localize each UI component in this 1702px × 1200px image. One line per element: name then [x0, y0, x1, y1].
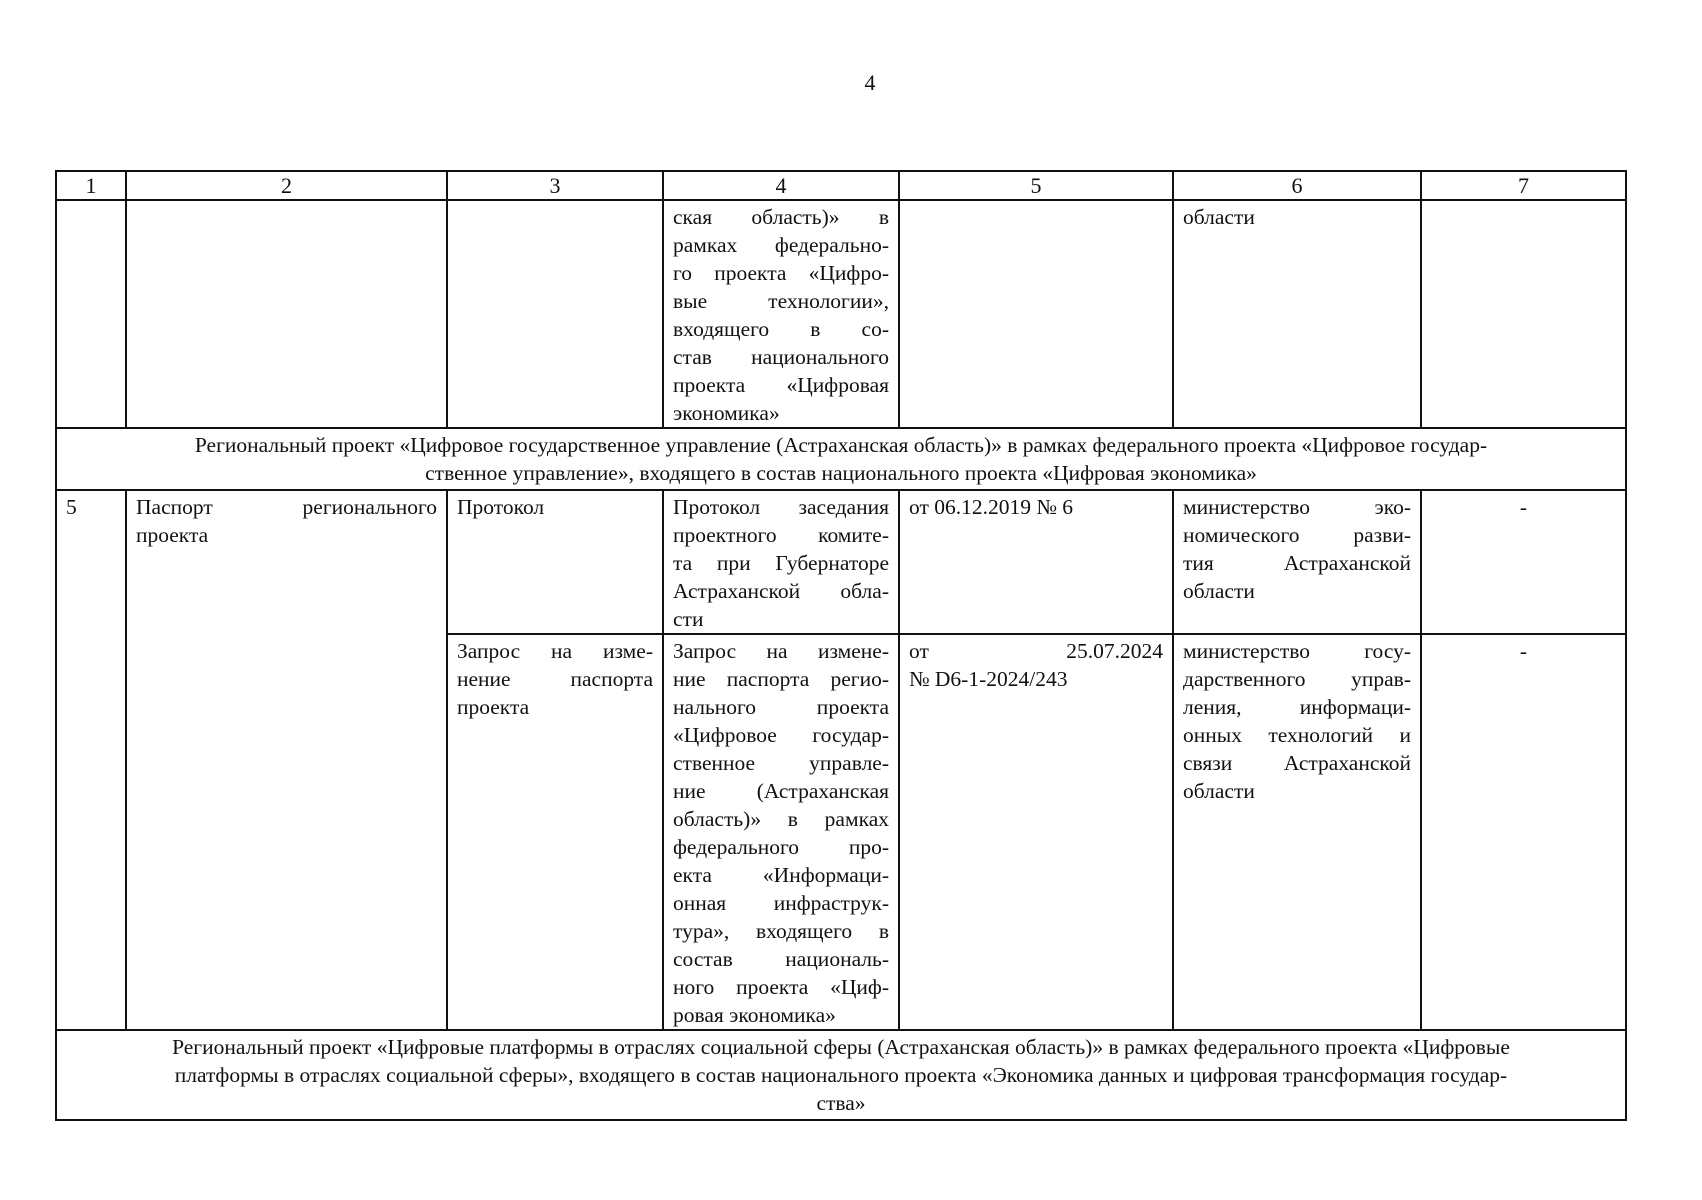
cell-line: связи Астраханской: [1183, 751, 1411, 775]
cell-line: Запрос на измене-: [673, 639, 889, 663]
cell-document-name: [126, 490, 447, 1030]
cell-line: нального проекта: [673, 695, 889, 719]
cell-note: -: [1421, 634, 1626, 1030]
table-row: [56, 490, 1626, 634]
cell-note: -: [1421, 490, 1626, 634]
header-cell: 4: [663, 171, 899, 200]
cell-document-title: [663, 490, 899, 634]
cell-line: федерального про-: [673, 835, 889, 859]
section-heading: [56, 428, 1626, 490]
cell-date-number: [899, 634, 1173, 1030]
cell-line: проекта: [136, 523, 209, 547]
cell-line: та при Губернаторе: [673, 551, 889, 575]
cell-line: ровая экономика»: [673, 1003, 836, 1027]
table-row: [56, 200, 1626, 428]
cell-line: области: [1183, 205, 1255, 229]
section-line: Региональный проект «Цифровые платформы в отраслях социальной сферы (Астраханская область)» в рамках федерального проекта «Цифровые: [172, 1035, 1510, 1059]
cell-line: Протокол: [457, 495, 545, 519]
cell-line: проекта «Цифровая: [673, 373, 889, 397]
section-heading: [56, 1030, 1626, 1120]
cell-line: министерство госу-: [1183, 639, 1411, 663]
section-row: [56, 428, 1626, 490]
header-cell: 6: [1173, 171, 1421, 200]
cell-line: области: [1183, 579, 1255, 603]
document-table: [55, 170, 1627, 1121]
header-cell: 7: [1421, 171, 1626, 200]
cell-line: ние паспорта регио-: [673, 667, 889, 691]
cell-line: екта «Информаци-: [673, 863, 889, 887]
cell-line: Паспорт регионального: [136, 495, 437, 519]
cell-document-type: [447, 634, 663, 1030]
cell-line: «Цифровое государ-: [673, 723, 889, 747]
cell: [1421, 200, 1626, 428]
cell-line: от 06.12.2019 № 6: [909, 495, 1074, 519]
section-line: платформы в отраслях социальной сферы», входящего в состав национального проекта «Экономика данных и цифровая трансформация государ-: [174, 1063, 1508, 1087]
cell: [899, 200, 1173, 428]
cell: [56, 200, 126, 428]
cell-line: области: [1183, 779, 1255, 803]
cell-line: го проекта «Цифро-: [673, 261, 889, 285]
cell-line: от 25.07.2024: [909, 639, 1163, 663]
cell-line: став национального: [673, 345, 889, 369]
cell-line: Протокол заседания: [673, 495, 889, 519]
cell-authority: [1173, 634, 1421, 1030]
cell-line: Запрос на изме-: [457, 639, 653, 663]
cell-line: ственное управле-: [673, 751, 889, 775]
cell-line: ления, информаци-: [1183, 695, 1411, 719]
cell-line: номического разви-: [1183, 523, 1411, 547]
cell-line: ного проекта «Циф-: [673, 975, 889, 999]
header-row: [56, 171, 1626, 200]
cell: [447, 200, 663, 428]
section-line: Региональный проект «Цифровое государственное управление (Астраханская область)» в рамках федерального проекта «Цифровое государ-: [194, 433, 1488, 457]
section-line: ства»: [816, 1091, 866, 1115]
cell-document-title: [663, 634, 899, 1030]
cell-number: 5: [56, 490, 126, 1030]
cell-line: сти: [673, 607, 704, 631]
cell-authority: [1173, 490, 1421, 634]
cell-line: № D6-1-2024/243: [909, 667, 1068, 691]
cell-document-title: [663, 200, 899, 428]
cell-line: область)» в рамках: [673, 807, 889, 831]
cell-line: онных технологий и: [1183, 723, 1411, 747]
cell-line: ние (Астраханская: [673, 779, 889, 803]
cell-line: тия Астраханской: [1183, 551, 1411, 575]
header-cell: 2: [126, 171, 447, 200]
cell-line: проектного комите-: [673, 523, 889, 547]
cell-line: дарственного управ-: [1183, 667, 1411, 691]
cell-document-type: [447, 490, 663, 634]
page-number: 4: [864, 70, 876, 95]
cell-line: входящего в со-: [673, 317, 889, 341]
cell-line: экономика»: [673, 401, 780, 425]
cell-line: состав националь-: [673, 947, 889, 971]
cell-line: проекта: [457, 695, 530, 719]
cell-line: рамках федерально-: [673, 233, 889, 257]
section-line: ственное управление», входящего в состав национального проекта «Цифровая экономика»: [425, 461, 1257, 485]
cell: [126, 200, 447, 428]
cell-line: нение паспорта: [457, 667, 653, 691]
cell-line: Астраханской обла-: [673, 579, 889, 603]
section-row: [56, 1030, 1626, 1120]
header-cell: 3: [447, 171, 663, 200]
cell-line: онная инфраструк-: [673, 891, 889, 915]
cell-authority: [1173, 200, 1421, 428]
cell-date-number: [899, 490, 1173, 634]
cell-line: вые технологии»,: [673, 289, 889, 313]
cell-line: тура», входящего в: [673, 919, 889, 943]
header-cell: 5: [899, 171, 1173, 200]
cell-line: министерство эко-: [1183, 495, 1411, 519]
cell-line: ская область)» в: [673, 205, 889, 229]
header-cell: 1: [56, 171, 126, 200]
